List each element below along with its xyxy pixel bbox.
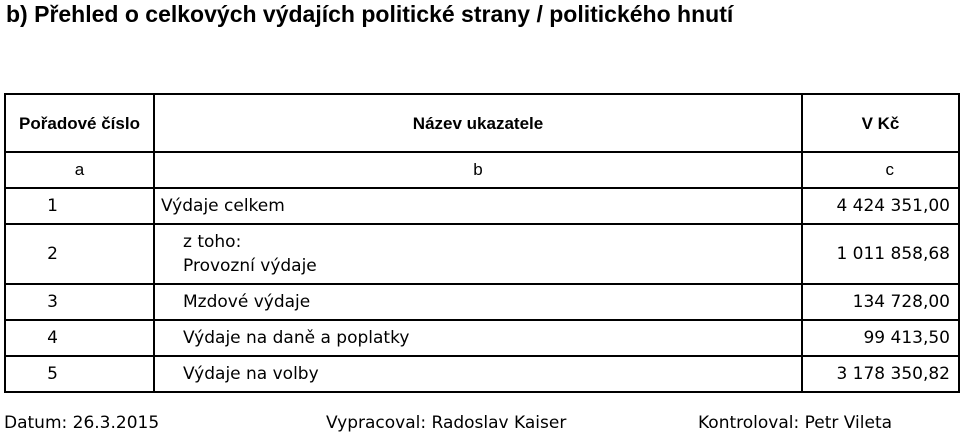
footer-prepared-by: Vypracoval: Radoslav Kaiser	[326, 413, 567, 433]
row-label: Výdaje na daně a poplatky	[154, 320, 802, 356]
table-row	[5, 224, 959, 284]
header-amount-czk: V Kč	[802, 94, 959, 152]
column-letter-a: a	[5, 152, 154, 188]
row-value: 134 728,00	[802, 284, 959, 320]
table-header-row	[5, 94, 959, 152]
column-letters-row	[5, 152, 959, 188]
page-title: b) Přehled o celkových výdajích politické strany / politického hnutí	[6, 1, 734, 27]
row-label: Mzdové výdaje	[154, 284, 802, 320]
row-label-prefix: z toho:	[183, 232, 242, 252]
footer-checked-by: Kontroloval: Petr Vileta	[698, 413, 893, 433]
row-value: 1 011 858,68	[802, 224, 959, 284]
row-number: 4	[5, 320, 154, 356]
table-row	[5, 284, 959, 320]
column-letter-b: b	[154, 152, 802, 188]
table-row	[5, 188, 959, 224]
row-number: 1	[5, 188, 154, 224]
row-label: Provozní výdaje	[183, 256, 317, 276]
row-number: 5	[5, 356, 154, 392]
footer-date: Datum: 26.3.2015	[4, 413, 160, 433]
row-value: 99 413,50	[802, 320, 959, 356]
row-label-cell	[154, 224, 802, 284]
row-label: Výdaje na volby	[154, 356, 802, 392]
column-letter-c: c	[802, 152, 959, 188]
row-label: Výdaje celkem	[154, 188, 802, 224]
table-row	[5, 356, 959, 392]
row-number: 2	[5, 224, 154, 284]
header-indicator-name: Název ukazatele	[154, 94, 802, 152]
expenses-table	[4, 93, 960, 393]
row-number: 3	[5, 284, 154, 320]
header-order-number: Pořadové číslo	[5, 94, 154, 152]
table-row	[5, 320, 959, 356]
row-value: 4 424 351,00	[802, 188, 959, 224]
row-value: 3 178 350,82	[802, 356, 959, 392]
